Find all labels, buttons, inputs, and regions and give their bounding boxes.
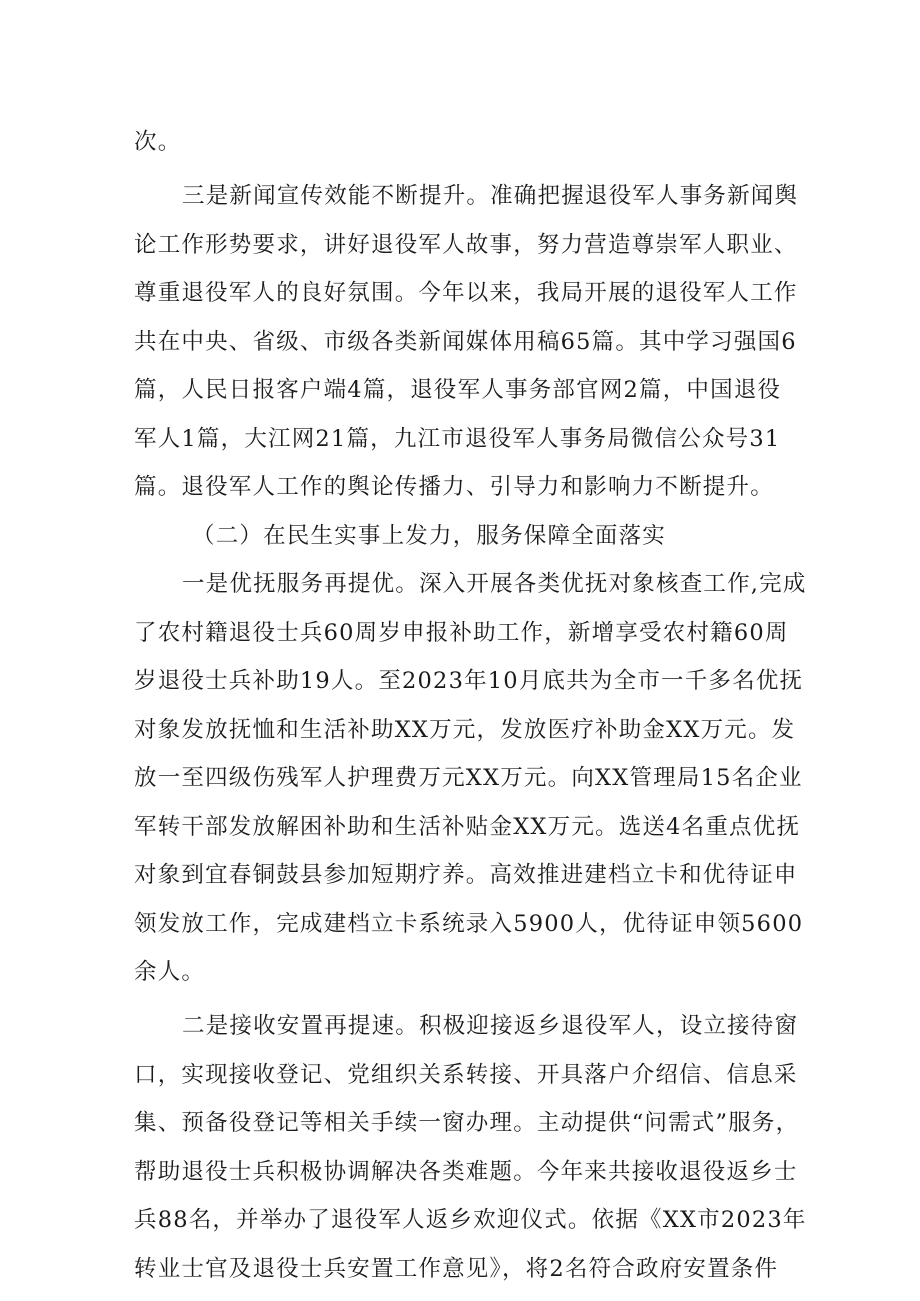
paragraph-line: 余人。 [134, 959, 206, 985]
paragraph-line: 对象发放抚恤和生活补助XX万元，发放医疗补助金XX万元。发 [134, 716, 796, 743]
paragraph-line: 了农村籍退役士兵60周岁申报补助工作，新增享受农村籍60周 [134, 619, 789, 646]
paragraph-line: 集、预备役登记等相关手续一窗办理。主动提供“问需式”服务， [134, 1110, 800, 1136]
paragraph-line: 篇，人民日报客户端4篇，退役军人事务部官网2篇，中国退役 [134, 377, 782, 403]
paragraph-line: 岁退役士兵补助19人。至2023年10月底共为全市一千多名优抚 [134, 668, 804, 694]
paragraph-line: 二是接收安置再提速。积极迎接返乡退役军人，设立接待窗 [182, 1013, 799, 1039]
body-text [134, 118, 807, 1293]
paragraph-line: 篇。退役军人工作的舆论传播力、引导力和影响力不断提升。 [134, 474, 774, 500]
paragraph-line: 次。 [134, 129, 182, 155]
paragraph-line: 论工作形势要求，讲好退役军人故事，努力营造尊崇军人职业、 [134, 231, 798, 258]
paragraph-line: 放一至四级伤残军人护理费万元XX万元。向XX管理局15名企业 [134, 765, 803, 791]
paragraph-line: 尊重退役军人的良好氛围。今年以来，我局开展的退役军人工作 [134, 280, 798, 306]
paragraph-line: 军转干部发放解困补助和生活补贴金XX万元。选送4名重点优抚 [134, 813, 801, 840]
section-heading: （二）在民生实事上发力，服务保障全面落实 [192, 522, 667, 549]
paragraph-line: 对象到宜春铜鼓县参加短期疗养。高效推进建档立卡和优待证申 [134, 862, 798, 888]
paragraph-line: 帮助退役士兵积极协调解决各类难题。今年来共接收退役返乡士 [134, 1158, 798, 1185]
paragraph-line: 口，实现接收登记、党组织关系转接、开具落户介绍信、信息采 [134, 1061, 798, 1088]
paragraph-line: 转业士官及退役士兵安置工作意见》，将2名符合政府安置条件 [134, 1255, 779, 1282]
paragraph-line: 共在中央、省级、市级各类新闻媒体用稿65篇。其中学习强国6 [134, 328, 797, 355]
paragraph-line: 兵88名，并举办了退役军人返乡欢迎仪式。依据《XX市2023年 [134, 1207, 807, 1233]
paragraph-line: 军人1篇，大江网21篇，九江市退役军人事务局微信公众号31 [134, 425, 781, 452]
paragraph-line: 领发放工作，完成建档立卡系统录入5900人，优待证申领5600 [134, 910, 804, 937]
paragraph-line: 三是新闻宣传效能不断提升。准确把握退役军人事务新闻舆 [182, 183, 799, 209]
paragraph-line: 一是优抚服务再提优。深入开展各类优抚对象核查工作,完成 [182, 571, 807, 597]
